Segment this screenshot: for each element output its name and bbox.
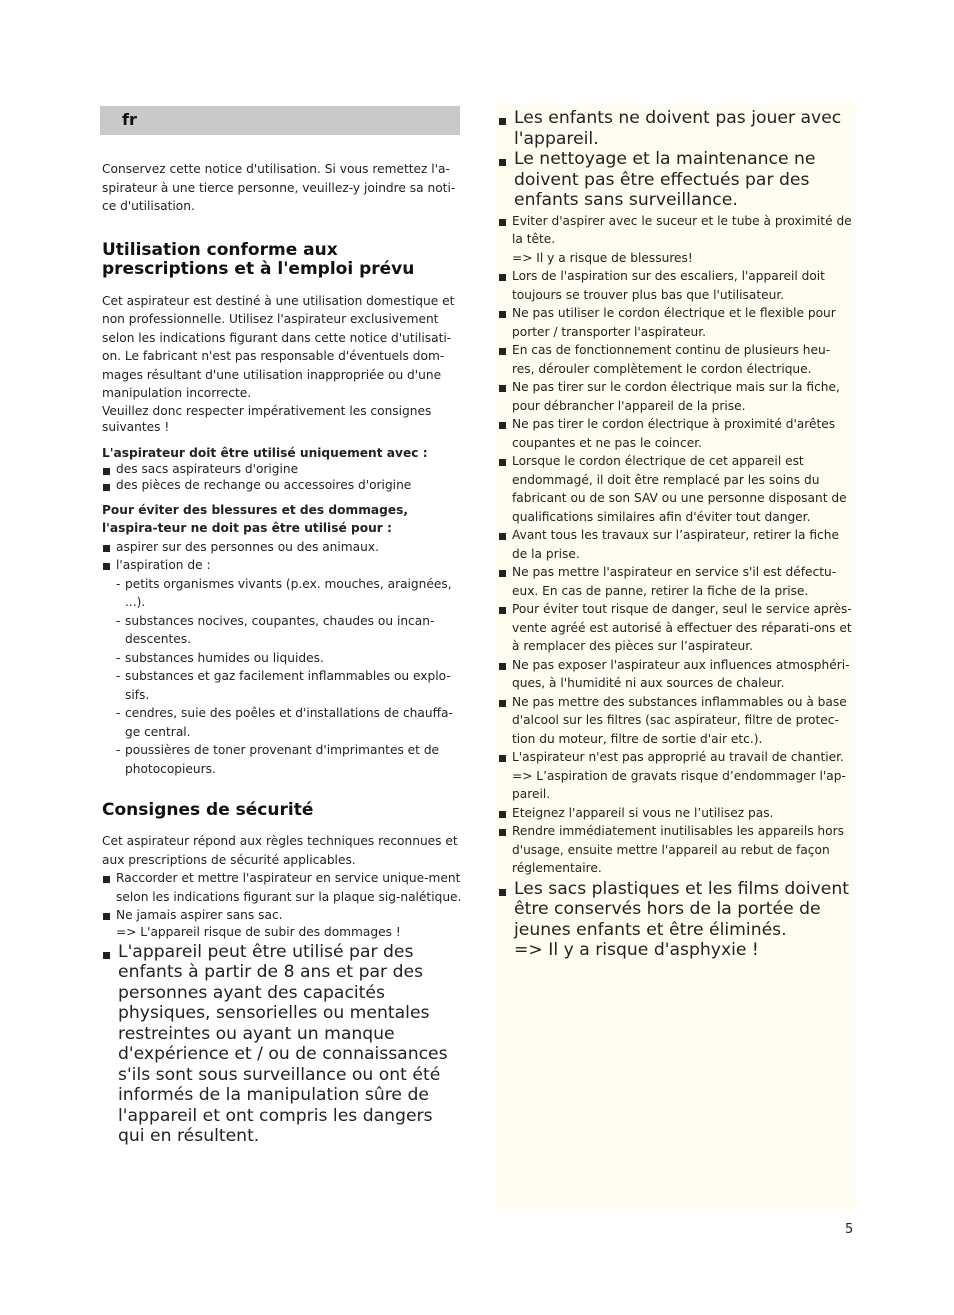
avoid-sublist (102, 575, 462, 779)
section-title-safety: Consignes de sécurité (102, 800, 314, 820)
list-item (498, 212, 852, 268)
list-item: Ne pas mettre des substances inflammables ou à base d'alcool sur les filtres (sac aspirateur, filtre de protec-tion du moteur, filtre de sortie d'air etc.). (498, 693, 852, 749)
list-item-large: L'appareil peut être utilisé par des enfants à partir de 8 ans et par des personnes ayant des capacités physiques, sensorielles ou mentales restreintes ou ayant un manque d'expérience et / ou de connaissances s'ils sont sous surveillance ou ont été informés de la manipulation sûre de l'appareil et ont compris les dangers qui en résultent. (102, 942, 462, 1147)
only-with-list (102, 461, 462, 493)
list-item: Raccorder et mettre l'aspirateur en service unique-ment selon les indications figurant sur la plaque sig-nalétique. (102, 869, 462, 906)
list-item: Eteignez l'appareil si vous ne l’utilisez pas. (498, 804, 852, 823)
list-item (498, 748, 852, 804)
list-item: En cas de fonctionnement continu de plusieurs heu-res, dérouler complètement le cordon électrique. (498, 341, 852, 378)
sub-list-item: - substances humides ou liquides. (116, 649, 462, 668)
avoid-list (102, 538, 462, 575)
list-item: Ne pas tirer le cordon électrique à proximité d'arêtes coupantes et ne pas le coincer. (498, 415, 852, 452)
sub-list-item: - substances nocives, coupantes, chaudes ou incan-descentes. (116, 612, 462, 649)
list-item: des sacs aspirateurs d'origine (102, 461, 462, 477)
list-item-text: Eviter d'aspirer avec le suceur et le tube à proximité de la tête. (512, 213, 852, 246)
intended-use-body: Cet aspirateur est destiné à une utilisation domestique et non professionnelle. Utilisez l'aspirateur exclusivement selon les indications figurant dans cette notice d'utilisati-on. Le fabricant n'est pas responsable d'éventuels dom-mages résultant d'une utilisation inappropriée ou d'une manipulation incorrecte. (102, 293, 455, 400)
section-title-intended-use: Utilisation conforme aux prescriptions et à l'emploi prévu (102, 239, 415, 279)
list-item: Ne pas exposer l'aspirateur aux influences atmosphéri-ques, à l'humidité ni aux sources de chaleur. (498, 656, 852, 693)
list-item (102, 906, 462, 940)
sub-list-item: - substances et gaz facilement inflammables ou explo-sifs. (116, 667, 462, 704)
safety-list (102, 869, 462, 940)
intended-use-body-2: Veuillez donc respecter impérativement les consignes suivantes ! (102, 403, 432, 434)
right-small-list (498, 212, 852, 878)
list-item-note: => L'appareil risque de subir des dommages ! (116, 924, 401, 939)
list-item: Rendre immédiatement inutilisables les appareils hors d'usage, ensuite mettre l'appareil au rebut de façon réglementaire. (498, 822, 852, 878)
safety-big-list (102, 942, 462, 1147)
list-item: Lors de l'aspiration sur des escaliers, l'appareil doit toujours se trouver plus bas que l'utilisateur. (498, 267, 852, 304)
list-item-text: L'aspirateur n'est pas approprié au travail de chantier. (512, 750, 844, 764)
right-big-list-2 (498, 879, 852, 961)
intro-text: Conservez cette notice d'utilisation. Si vous remettez l'a-spirateur à une tierce personne, veuillez-y joindre sa noti-ce d'utilisation. (102, 162, 456, 213)
list-item-large: Le nettoyage et la maintenance ne doivent pas être effectués par des enfants sans surveillance. (498, 149, 852, 211)
sub-list-item: - petits organismes vivants (p.ex. mouches, araignées, ...). (116, 575, 462, 612)
list-item-large: Les enfants ne doivent pas jouer avec l'appareil. (498, 108, 852, 149)
right-big-list (498, 108, 852, 211)
list-item-note: => Il y a risque d'asphyxie ! (514, 940, 759, 960)
list-item: des pièces de rechange ou accessoires d'origine (102, 477, 462, 493)
list-item: aspirer sur des personnes ou des animaux. (102, 538, 462, 557)
list-item-text: Ne jamais aspirer sans sac. (116, 908, 283, 922)
list-item-text: Les sacs plastiques et les films doivent être conservés hors de la portée de jeunes enfants et être éliminés. (514, 878, 849, 940)
list-item-text: l'aspiration de : (116, 558, 211, 572)
right-column (495, 104, 855, 1209)
list-item: Ne pas tirer sur le cordon électrique mais sur la fiche, pour débrancher l'appareil de la prise. (498, 378, 852, 415)
safety-body: Cet aspirateur répond aux règles techniques reconnues et aux prescriptions de sécurité applicables. (102, 834, 458, 867)
list-item: Avant tous les travaux sur l’aspirateur, retirer la fiche de la prise. (498, 526, 852, 563)
avoid-heading: Pour éviter des blessures et des dommages, l'aspira-teur ne doit pas être utilisé pour : (102, 502, 408, 535)
sub-list-item: - poussières de toner provenant d'imprimantes et de photocopieurs. (116, 741, 462, 778)
list-item-note: => L’aspiration de gravats risque d’endommager l'ap-pareil. (512, 768, 846, 801)
list-item: Ne pas mettre l'aspirateur en service s'il est défectu-eux. En cas de panne, retirer la fiche de la prise. (498, 563, 852, 600)
list-item-note: => Il y a risque de blessures! (512, 250, 693, 265)
page-number: 5 (845, 1222, 854, 1237)
left-column (102, 160, 462, 1147)
list-item (102, 556, 462, 575)
language-code: fr (122, 110, 137, 129)
list-item: Pour éviter tout risque de danger, seul le service après-vente agréé est autorisé à effectuer des réparati-ons et à remplacer des pièces sur l’aspirateur. (498, 600, 852, 656)
language-tab (100, 106, 460, 135)
only-with-heading: L'aspirateur doit être utilisé uniquement avec : (102, 445, 428, 460)
list-item-large (498, 879, 852, 961)
sub-list-item: - cendres, suie des poêles et d'installations de chauffa-ge central. (116, 704, 462, 741)
list-item: Ne pas utiliser le cordon électrique et le flexible pour porter / transporter l'aspirateur. (498, 304, 852, 341)
list-item: Lorsque le cordon électrique de cet appareil est endommagé, il doit être remplacé par les soins du fabricant ou de son SAV ou une personne disposant de qualifications similaires afin d'éviter tout danger. (498, 452, 852, 526)
